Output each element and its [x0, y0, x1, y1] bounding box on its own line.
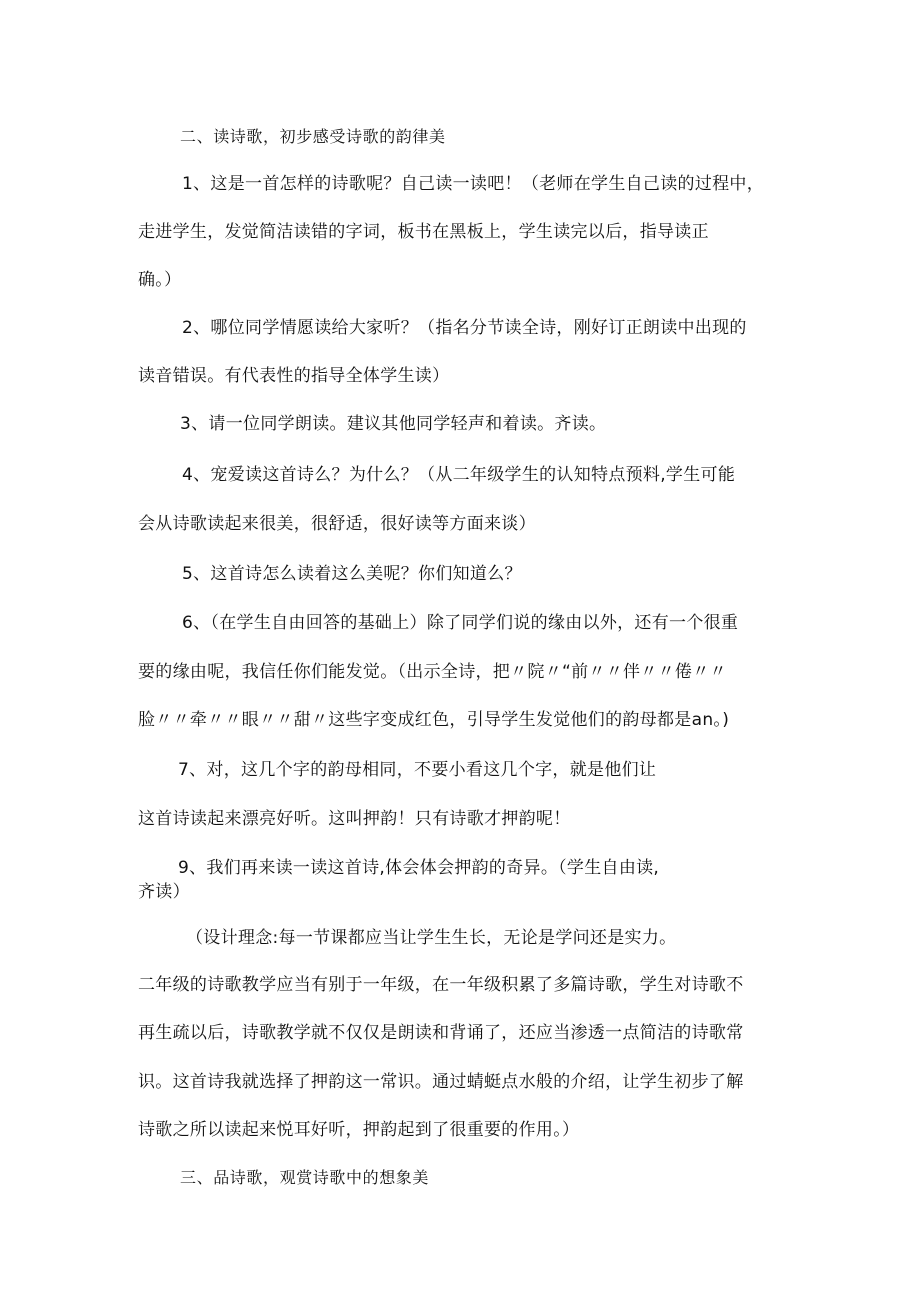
paragraph-1-line-1: 1、这是一首怎样的诗歌呢？自己读一读吧！（老师在学生自己读的过程中， [182, 174, 765, 194]
paragraph-3-line-1: 3、请一位同学朗读。建议其他同学轻声和着读。齐读。 [180, 414, 607, 434]
paragraph-9-line-1: 9、我们再来读一读这首诗,体会体会押韵的奇异。（学生自由读, [178, 858, 660, 878]
paragraph-6-line-2: 要的缘由呢，我信任你们能发觉。（出示全诗，把〃院〃“前〃〃伴〃〃倦〃〃 [138, 662, 727, 682]
paragraph-5-line-1: 5、这首诗怎么读着这么美呢？你们知道么？ [182, 564, 522, 584]
paragraph-1-line-2: 走进学生，发觉简洁读错的字词，板书在黑板上，学生读完以后，指导读正 [138, 222, 709, 242]
paragraph-4-line-2: 会从诗歌读起来很美，很舒适，很好读等方面来谈） [138, 514, 536, 534]
design-note-line-3: 再生疏以后，诗歌教学就不仅仅是朗读和背诵了，还应当渗透一点简洁的诗歌常 [138, 1023, 744, 1043]
section-2-heading: 二、读诗歌，初步感受诗歌的韵律美 [180, 127, 446, 146]
design-note-line-5: 诗歌之所以读起来悦耳好听，押韵起到了很重要的作用。） [138, 1120, 580, 1140]
paragraph-7-line-2: 这首诗读起来漂亮好听。这叫押韵！只有诗歌才押韵呢！ [138, 809, 571, 829]
design-note-line-2: 二年级的诗歌教学应当有别于一年级，在一年级积累了多篇诗歌，学生对诗歌不 [138, 975, 744, 995]
paragraph-6-line-3: 脸〃〃牵〃〃眼〃〃甜〃这些字变成红色，引导学生发觉他们的韵母都是an。) [138, 710, 730, 730]
design-note-line-4: 识。这首诗我就选择了押韵这一常识。通过蜻蜓点水般的介绍，让学生初步了解 [138, 1072, 744, 1092]
paragraph-2-line-2: 读音错误。有代表性的指导全体学生读） [138, 366, 450, 386]
design-note-line-1: （设计理念:每一节课都应当让学生生长，无论是学问还是实力。 [186, 928, 677, 948]
paragraph-2-line-1: 2、哪位同学情愿读给大家听？（指名分节读全诗，刚好订正朗读中出现的 [182, 318, 747, 338]
section-3-heading: 三、品诗歌，观赏诗歌中的想象美 [180, 1168, 430, 1187]
paragraph-6-line-1: 6、（在学生自由回答的基础上）除了同学们说的缘由以外，还有一个很重 [182, 613, 739, 633]
paragraph-4-line-1: 4、宠爱读这首诗么？为什么？（从二年级学生的认知特点预料,学生可能 [182, 465, 736, 485]
paragraph-1-line-3: 确。） [138, 270, 182, 290]
paragraph-9-line-2: 齐读） [138, 882, 190, 902]
paragraph-7-line-1: 7、对，这几个字的韵母相同，不要小看这几个字，就是他们让 [178, 760, 657, 780]
